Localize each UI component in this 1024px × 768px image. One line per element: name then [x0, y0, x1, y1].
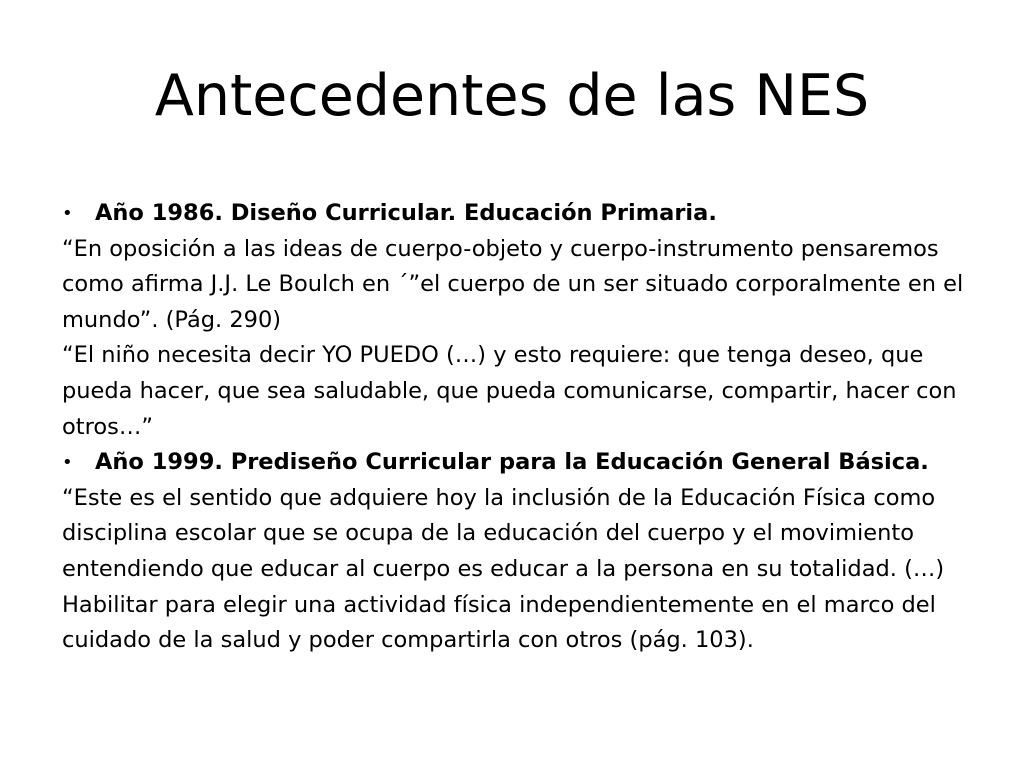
bullet-1999	[62, 445, 992, 481]
bullet-1986	[62, 196, 992, 232]
bullet-dot-icon: •	[62, 203, 73, 224]
quote-cuerpo-objeto: “En oposición a las ideas de cuerpo-objeto y cuerpo-instrumento pensaremos como afirma J.J. Le Boulch en ´”el cuerpo de un ser situado corporalmente en el mundo”. (Pág. 290)	[62, 235, 964, 333]
bullet-dot-icon: •	[62, 452, 73, 474]
bullet-heading-1986: Año 1986. Diseño Curricular. Educación Primaria.	[95, 200, 717, 226]
bullet-heading-1999: Año 1999. Prediseño Curricular para la Educación General Básica.	[95, 449, 929, 476]
slide-body	[62, 196, 992, 659]
quote-yo-puedo: “El niño necesita decir YO PUEDO (…) y esto requiere: que tenga deseo, que pueda hacer, que sea saludable, que pueda comunicarse, compartir, hacer con otros…”	[62, 342, 957, 440]
quote-educacion-fisica: “Este es el sentido que adquiere hoy la inclusión de la Educación Física como disciplina escolar que se ocupa de la educación del cuerpo y el movimiento entendiendo que educar al cuerpo es educar a la persona en su totalidad. (…) Habilitar para elegir una actividad física independientemente en el marco del cuidado de la salud y poder compartirla con otros (pág. 103).	[62, 484, 945, 654]
slide-title: Antecedentes de las NES	[154, 63, 870, 129]
